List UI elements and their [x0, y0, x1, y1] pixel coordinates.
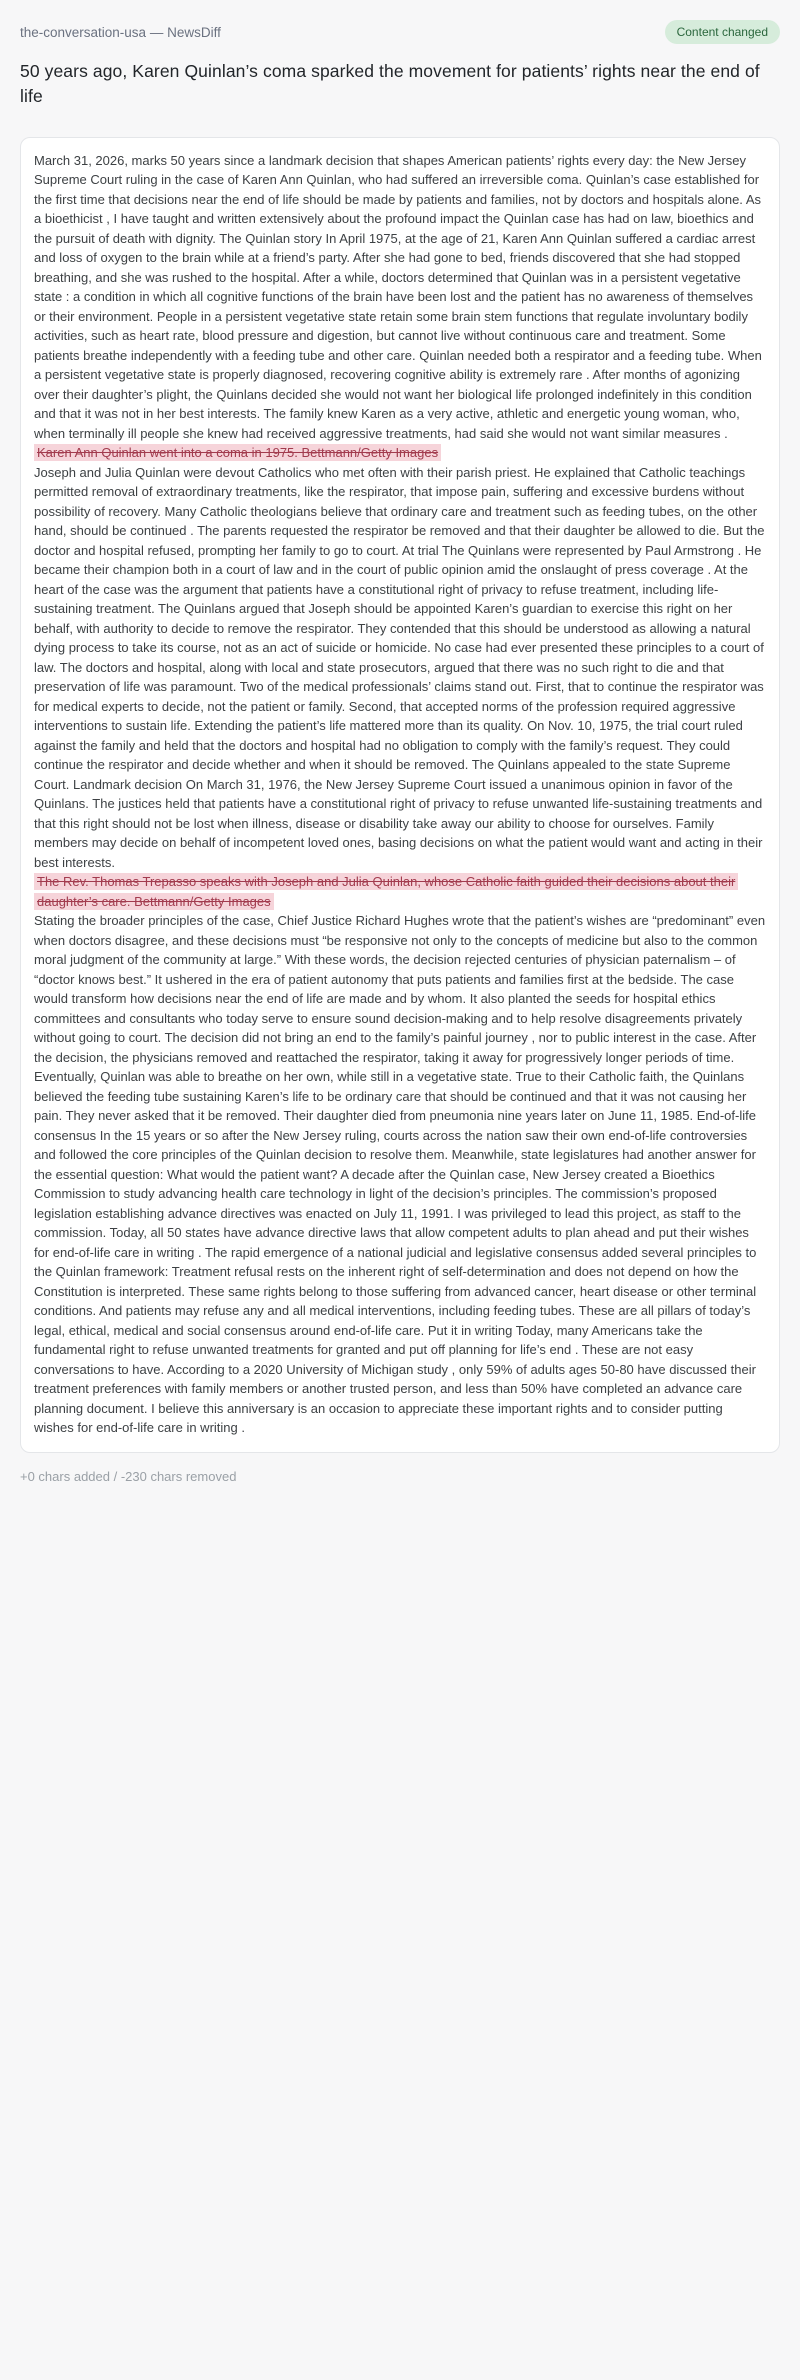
removed-text-block: [34, 443, 766, 463]
article-diff-card: [20, 137, 780, 1453]
diff-summary: +0 chars added / -230 chars removed: [20, 1468, 237, 1484]
article-text-segment: Stating the broader principles of the case, Chief Justice Richard Hughes wrote that the patient’s wishes are “predominant” even when doctors disagree, and these decisions must “be responsive not only to the concepts of medicine but also to the common moral judgment of the community at large.” With these words, the decision rejected centuries of physician paternalism – of “doctor knows best.” It ushered in the era of patient autonomy that puts patients and families first at the bedside. The case would transform how decisions near the end of life are made and by whom. It also planted the seeds for hospital ethics committees and consultants who today serve to ensure sound decision-making and to help resolve disagreements privately without going to court. The decision did not bring an end to the family’s painful journey , nor to public interest in the case. After the decision, the physicians removed and reattached the respirator, taking it away for progressively longer periods of time. Eventually, Quinlan was able to breathe on her own, while still in a vegetative state. True to their Catholic faith, the Quinlans believed the feeding tube sustaining Karen’s life to be ordinary care that should be continued and that it was not causing her pain. They never asked that it be removed. Their daughter died from pneumonia nine years later on June 11, 1985. End-of-life consensus In the 15 years or so after the New Jersey ruling, courts across the nation saw their own end-of-life controversies and followed the core principles of the Quinlan decision to resolve them. Meanwhile, state legislatures had another answer for the essential question: What would the patient want? A decade after the Quinlan case, New Jersey created a Bioethics Commission to study advancing health care technology in light of the decision’s principles. The commission’s proposed legislation establishing advance directives was enacted on July 11, 1991. I was privileged to lead this project, as staff to the commission. Today, all 50 states have advance directive laws that allow competent adults to plan ahead and put their wishes for end-of-life care in writing . The rapid emergence of a national judicial and legislative consensus added several principles to the Quinlan framework: Treatment refusal rests on the inherent right of self-determination and does not depend on how the Constitution is interpreted. These same rights belong to those suffering from advanced cancer, heart disease or other terminal conditions. And patients may refuse any and all medical interventions, including feeding tubes. These are all pillars of today’s legal, ethical, medical and social consensus around end-of-life care. Put it in writing Today, many Americans take the fundamental right to refuse unwanted treatments for granted and put off planning for life’s end . These are not easy conversations to have. According to a 2020 University of Michigan study , only 59% of adults ages 50-80 have discussed their treatment preferences with family members or another trusted person, and less than 50% have completed an advance care planning document. I believe this anniversary is an occasion to appreciate these important rights and to consider putting wishes for end-of-life care in writing .: [34, 913, 766, 1436]
page-title: 50 years ago, Karen Quinlan’s coma sparked the movement for patients’ rights near the end of life: [20, 61, 760, 107]
status-badge: Content changed: [665, 20, 780, 44]
article-text-segment: March 31, 2026, marks 50 years since a landmark decision that shapes American patients’ rights every day: the New Jersey Supreme Court ruling in the case of Karen Ann Quinlan, who had suffered an irreversible coma. Quinlan’s case established for the first time that decisions near the end of life should be made by patients and families, not by doctors and hospitals alone. As a bioethicist , I have taught and written extensively about the profound impact the Quinlan case has had on law, bioethics and the pursuit of death with dignity. The Quinlan story In April 1975, at the age of 21, Karen Ann Quinlan suffered a cardiac arrest and loss of oxygen to the brain while at a friend’s party. After she had gone to bed, friends discovered that she had stopped breathing, and she was rushed to the hospital. After a while, doctors determined that Quinlan was in a persistent vegetative state : a condition in which all cognitive functions of the brain have been lost and the patient has no awareness of themselves or their environment. People in a persistent vegetative state retain some brain stem functions that regulate involuntary bodily activities, such as heart rate, blood pressure and digestion, but cannot live without continuous care and treatment. Some patients breathe independently with a feeding tube and other care. Quinlan needed both a respirator and a feeding tube. When a persistent vegetative state is properly diagnosed, recovering cognitive ability is extremely rare . After months of agonizing over their daughter’s plight, the Quinlans decided she would not want her biological life prolonged indefinitely in this condition and that it was not in her best interests. The family knew Karen as a very active, athletic and energetic young woman, who, when terminally ill people she knew had received aggressive treatments, had said she would not want similar measures .: [34, 152, 762, 441]
article-text-segment: Joseph and Julia Quinlan were devout Catholics who met often with their parish priest. He explained that Catholic teachings permitted removal of extraordinary treatments, like the respirator, that impose pain, suffering and excessive burdens without possibility of recovery. Many Catholic theologians believe that ordinary care and treatment such as feeding tubes, on the other hand, should be continued . The parents requested the respirator be removed and that their daughter be allowed to die. But the doctor and hospital refused, prompting her family to go to court. At trial The Quinlans were represented by Paul Armstrong . He became their champion both in a court of law and in the court of public opinion amid the onslaught of press coverage . At the heart of the case was the argument that patients have a constitutional right of privacy to refuse treatment, including life-sustaining treatment. The Quinlans argued that Joseph should be appointed Karen’s guardian to exercise this right on her behalf, with authority to decide to remove the respirator. They contended that this should be understood as allowing a natural dying process to take its course, not as an act of suicide or homicide. No case had ever presented these principles to a court of law. The doctors and hospital, along with local and state prosecutors, argued that there was no such right to die and that preservation of life was paramount. Two of the medical professionals’ claims stand out. First, that to continue the respirator was for medical experts to decide, not the patient or family. Second, that accepted norms of the profession required aggressive interventions to sustain life. Extending the patient’s life mattered more than its quality. On Nov. 10, 1975, the trial court ruled against the family and held that the doctors and hospital had no obligation to comply with the family’s request. They could continue the respirator and decide whether and when it should be removed. The Quinlans appealed to the state Supreme Court. Landmark decision On March 31, 1976, the New Jersey Supreme Court issued a unanimous opinion in favor of the Quinlans. The justices held that patients have a constitutional right of privacy to refuse unwanted life-sustaining treatments and that this right should not be lost when illness, disease or disability take away our ability to choose for ourselves. Family members may decide on behalf of incompetent loved ones, basing decisions on what the patient would want and acting in their best interests.: [34, 464, 765, 870]
source-label: the-conversation-usa — NewsDiff: [20, 24, 221, 40]
header: [20, 20, 780, 44]
article-body: [34, 151, 766, 1438]
removed-text-segment: Karen Ann Quinlan went into a coma in 1975. Bettmann/Getty Images: [34, 444, 441, 461]
removed-text-segment: The Rev. Thomas Trepasso speaks with Joseph and Julia Quinlan, whose Catholic faith guided their decisions about their daughter’s care. Bettmann/Getty Images: [34, 873, 738, 910]
removed-text-block: [34, 872, 766, 911]
